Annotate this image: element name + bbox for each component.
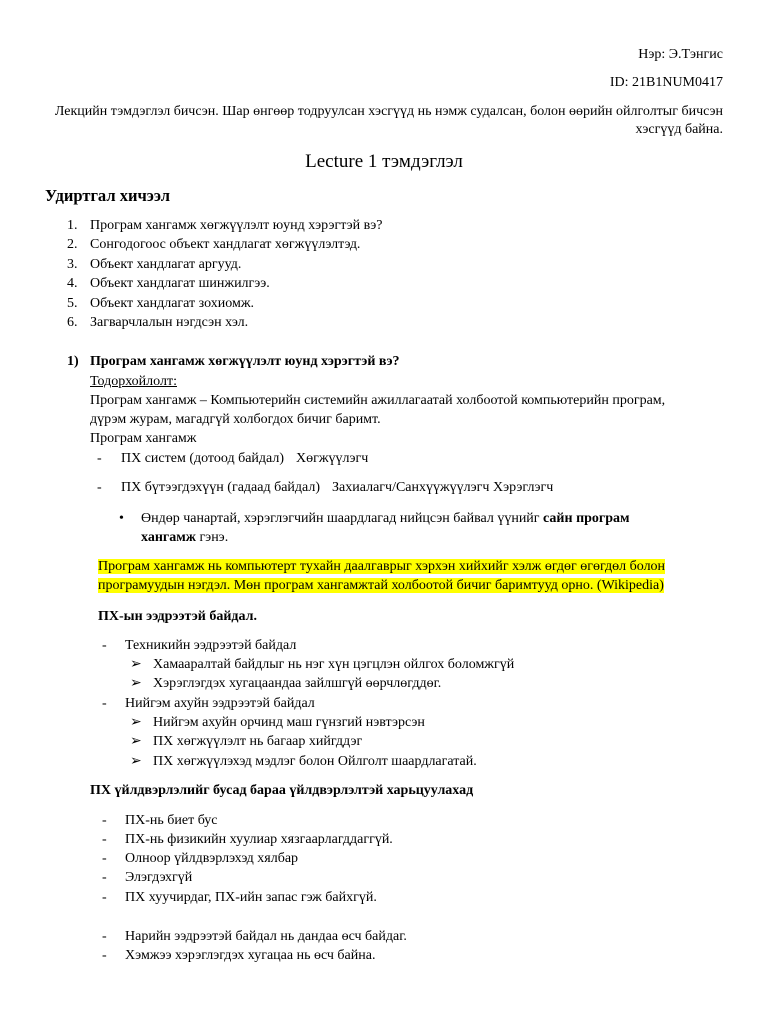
dash-bullet: - <box>97 451 102 466</box>
social-item: ПХ хөгжүүлэхэд мэдлэг болон Ойлголт шаардлагатай. <box>153 754 477 769</box>
toc-num: 3. <box>67 256 78 272</box>
toc-text: Сонгодогоос объект хандлагат хөгжүүлэлтэд. <box>90 237 361 253</box>
part1-number: 1) <box>67 354 79 369</box>
tech-item: Хэрэглэгдэх хугацаандаа зайлшгүй өөрчлөгддөг. <box>153 676 442 691</box>
arrow-bullet: ➢ <box>130 657 142 672</box>
social-item: ПХ хөгжүүлэлт нь багаар хийгддэг <box>153 734 363 749</box>
good-software-term-cont: хангамж <box>141 530 196 545</box>
comparison-heading: ПХ үйлдвэрлэлийг бусад бараа үйлдвэрлэлтэй харьцуулахад <box>90 783 474 798</box>
customer-user-text: Захиалагч/Санхүүжүүлэгч Хэрэглэгч <box>332 480 554 495</box>
software-system-item <box>121 449 368 468</box>
toc-num: 5. <box>67 295 78 311</box>
page-title: Lecture 1 тэмдэглэл <box>305 151 463 172</box>
toc-text: Объект хандлагат зохиомж. <box>90 295 254 311</box>
comparison-item: Элэгдэхгүй <box>125 870 193 885</box>
toc-item <box>67 294 383 313</box>
definition-line-1: Програм хангамж – Компьютерийн системийн ажиллагаатай холбоотой компьютерийн програм, <box>90 393 666 408</box>
dash-bullet: - <box>102 870 107 885</box>
technical-complexity: Техникийн ээдрээтэй байдал <box>125 638 297 653</box>
dash-bullet: - <box>102 948 107 963</box>
software-product-text: ПХ бүтээгдэхүүн (гадаад байдал) <box>121 480 321 495</box>
dash-bullet: - <box>102 890 107 905</box>
dash-bullet: - <box>102 638 107 653</box>
toc-num: 4. <box>67 276 78 292</box>
toc-item <box>67 216 383 235</box>
comparison-item: Олноор үйлдвэрлэхэд хялбар <box>125 851 299 866</box>
toc-text: Програм хангамж хөгжүүлэлт юунд хэрэгтэй вэ? <box>90 218 383 233</box>
highlighted-definition <box>98 557 718 595</box>
comparison-item: ПХ-нь физикийн хуулиар хязгаарлагддаггүй. <box>125 832 393 847</box>
toc-num: 2. <box>67 237 78 253</box>
good-software-note <box>141 509 701 547</box>
complexity-heading: ПХ-ын ээдрээтэй байдал. <box>98 609 257 624</box>
tech-item: Хамааралтай байдлыг нь нэг хүн цэгцлэн ойлгох боломжгүй <box>153 657 515 672</box>
dash-bullet: - <box>102 832 107 847</box>
intro-note-line-2: хэсгүүд байна. <box>635 122 723 137</box>
toc-item <box>67 274 383 293</box>
highlight-line-2: програмуудын нэгдэл. Мөн програм хангамжтай холбоотой бичиг баримтууд орно. (Wikipedia) <box>98 578 664 593</box>
good-software-suffix: гэнэ. <box>195 530 229 545</box>
toc-item <box>67 255 383 274</box>
part1-heading: Програм хангамж хөгжүүлэлт юунд хэрэгтэй вэ? <box>90 354 400 369</box>
toc-list <box>67 216 383 332</box>
comparison-item: ПХ хуучирдаг, ПХ-ийн запас гэж байхгүй. <box>125 890 377 905</box>
toc-item <box>67 235 383 254</box>
comparison-item: ПХ-нь биет бус <box>125 813 218 828</box>
software-label: Програм хангамж <box>90 431 197 446</box>
developer-text: Хөгжүүлэгч <box>296 451 369 466</box>
arrow-bullet: ➢ <box>130 715 142 730</box>
round-bullet: • <box>119 511 124 526</box>
dash-bullet: - <box>102 813 107 828</box>
comparison-item: Нарийн ээдрээтэй байдал нь дандаа өсч байдаг. <box>125 929 407 944</box>
toc-text: Объект хандлагат аргууд. <box>90 256 242 272</box>
toc-num: 6. <box>67 314 78 330</box>
arrow-bullet: ➢ <box>130 754 142 769</box>
good-software-text: Өндөр чанартай, хэрэглэгчийн шаардлагад нийцсэн байвал үүнийг <box>141 511 544 526</box>
toc-text: Загварчлалын нэгдсэн хэл. <box>90 314 249 330</box>
comparison-item: Хэмжээ хэрэглэгдэх хугацаа нь өсч байна. <box>125 948 376 963</box>
definition-label: Тодорхойлолт: <box>90 374 177 389</box>
dash-bullet: - <box>102 851 107 866</box>
dash-bullet: - <box>97 480 102 495</box>
arrow-bullet: ➢ <box>130 676 142 691</box>
author-name: Нэр: Э.Тэнгис <box>638 47 723 62</box>
software-system-text: ПХ систем (дотоод байдал) <box>121 451 285 466</box>
definition-line-2: дүрэм журам, магадгүй холбогдох бичиг баримт. <box>90 412 381 427</box>
student-id: ID: 21B1NUM0417 <box>609 75 723 90</box>
social-item: Нийгэм ахуйн орчинд маш гүнзгий нэвтэрсэн <box>153 715 425 730</box>
highlight-line-1: Програм хангамж нь компьютерт тухайн даалгаврыг хэрхэн хийхийг хэлж өгдөг өгөгдөл болон <box>98 559 666 574</box>
dash-bullet: - <box>102 696 107 711</box>
section-heading: Удиртгал хичээл <box>45 186 170 205</box>
social-complexity: Нийгэм ахуйн ээдрээтэй байдал <box>125 696 315 711</box>
toc-item <box>67 313 383 332</box>
arrow-bullet: ➢ <box>130 734 142 749</box>
intro-note-line-1: Лекцийн тэмдэглэл бичсэн. Шар өнгөөр тодруулсан хэсгүүд нь нэмж судалсан, болон өөрийн ойлголтыг бичсэн <box>54 104 723 119</box>
software-product-item <box>121 478 553 497</box>
good-software-term: сайн програм <box>543 511 630 526</box>
toc-num: 1. <box>67 218 78 233</box>
dash-bullet: - <box>102 929 107 944</box>
toc-text: Объект хандлагат шинжилгээ. <box>90 276 270 292</box>
